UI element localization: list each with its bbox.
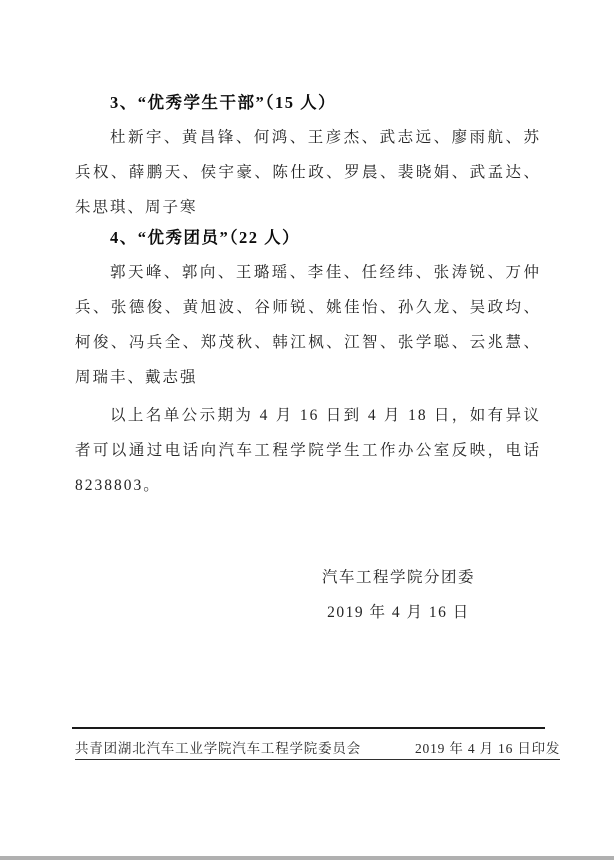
section-3-heading: 3、“优秀学生干部”（15 人） xyxy=(110,93,337,112)
document-page xyxy=(75,0,541,630)
section-4-heading: 4、“优秀团员”（22 人） xyxy=(110,228,301,247)
signature-date: 2019 年 4 月 16 日 xyxy=(327,604,470,621)
notice-paragraph: 以上名单公示期为 4 月 16 日到 4 月 18 日，如有异议者可以通过电话向汽车工程学院学生工作办公室反映，电话 8238803。 xyxy=(75,407,541,494)
section-4-names: 郭天峰、郭向、王璐瑶、李佳、任经纬、张涛锐、万仲兵、张德俊、黄旭波、谷师锐、姚佳怡、孙久龙、吴政均、柯俊、冯兵全、郑茂秋、韩江枫、江智、张学聪、云兆慧、周瑞丰、戴志强 xyxy=(75,264,541,386)
signature-block xyxy=(322,560,475,630)
page-bottom-edge xyxy=(0,856,614,860)
signature-organization: 汽车工程学院分团委 xyxy=(321,569,475,586)
footer-print-date: 2019 年 4 月 16 日印发 xyxy=(415,737,560,760)
footer-divider-rule xyxy=(72,727,545,729)
footer-issuer: 共青团湖北汽车工业学院汽车工程学院委员会 xyxy=(75,737,415,760)
section-3-names: 杜新宇、黄昌锋、何鸿、王彦杰、武志远、廖雨航、苏兵权、薛鹏天、侯宇豪、陈仕政、罗晨、裴晓娟、武孟达、朱思琪、周子寒 xyxy=(75,129,541,216)
footer xyxy=(75,737,561,760)
